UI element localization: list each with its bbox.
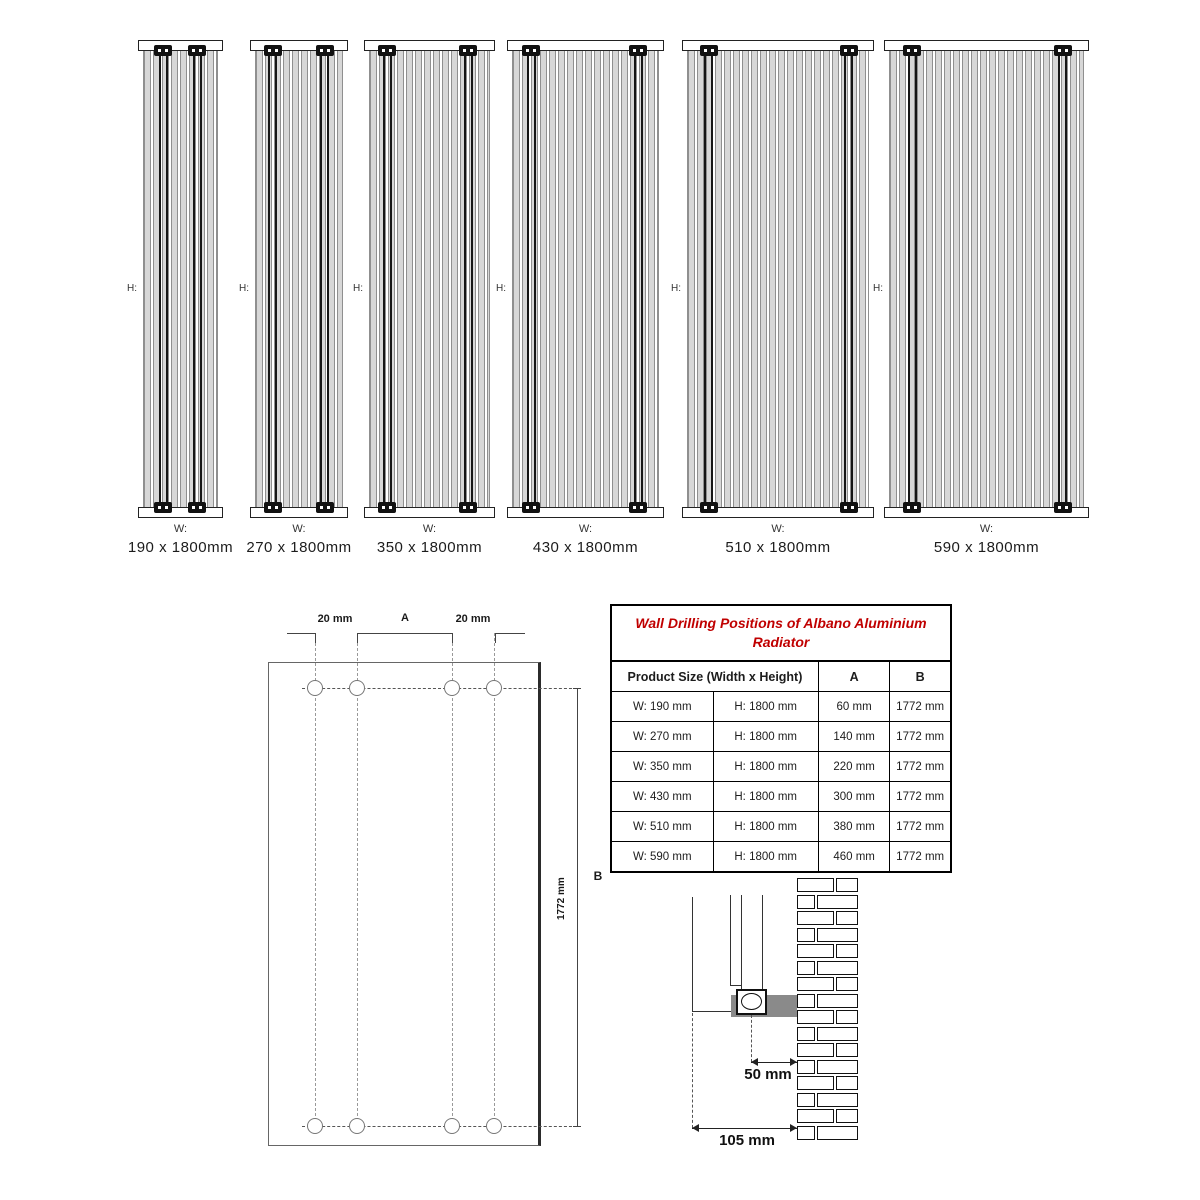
dim-line	[495, 633, 525, 634]
cell-width: W: 430 mm	[611, 782, 713, 812]
radiator-back-line	[692, 897, 693, 1012]
dim-b-label: B	[593, 869, 603, 883]
brick	[797, 911, 834, 925]
cell-height: H: 1800 mm	[713, 752, 818, 782]
cell-b: 1772 mm	[890, 782, 951, 812]
brick-row	[797, 994, 858, 1008]
brick-row	[797, 1076, 858, 1090]
dim-tick	[357, 633, 358, 643]
brick-row	[797, 977, 858, 991]
col-header-a: A	[818, 661, 889, 692]
brick-row	[797, 1027, 858, 1041]
brick	[797, 994, 815, 1008]
bracket-centerline	[751, 1015, 752, 1062]
brick	[836, 1076, 858, 1090]
brick	[836, 878, 858, 892]
dim-tick	[495, 633, 496, 643]
wall-bracket-top	[700, 45, 718, 56]
radiator-figure	[671, 40, 869, 556]
fin-profile-line	[741, 895, 742, 990]
bracket-hole	[741, 993, 762, 1010]
table-row	[611, 752, 951, 782]
radiator-size-caption: 270 x 1800mm	[246, 539, 352, 556]
cell-height: H: 1800 mm	[713, 782, 818, 812]
dim-tick	[573, 688, 581, 689]
brick	[817, 1093, 857, 1107]
cell-b: 1772 mm	[890, 692, 951, 722]
wall-bracket-top	[840, 45, 858, 56]
radiator-size-caption: 510 x 1800mm	[725, 539, 831, 556]
brick	[797, 944, 834, 958]
radiator-size-caption: 350 x 1800mm	[376, 539, 483, 556]
brick	[817, 1060, 857, 1074]
wall-bracket-bottom	[154, 502, 172, 513]
wall-bracket-bottom	[459, 502, 477, 513]
dim-tick	[573, 1126, 581, 1127]
dim-105mm: 105 mm	[719, 1132, 775, 1149]
radiator-centerline	[692, 1013, 693, 1128]
wall-bracket-bottom	[188, 502, 206, 513]
brick	[797, 1109, 834, 1123]
radiator-size-caption: 430 x 1800mm	[532, 539, 639, 556]
wall-bracket-top	[316, 45, 334, 56]
drill-axis-line	[494, 633, 495, 1131]
cell-b: 1772 mm	[890, 842, 951, 873]
radiator-top-bar	[138, 40, 223, 51]
radiator-pipe	[383, 51, 392, 507]
radiator-pipe	[320, 51, 329, 507]
radiator-bottom-line	[692, 1011, 731, 1012]
brick-row	[797, 1043, 858, 1057]
brick-row	[797, 878, 858, 892]
dim-arrow	[751, 1058, 758, 1066]
wall-bracket-top	[459, 45, 477, 56]
brick	[817, 961, 857, 975]
wall-bracket-bottom	[316, 502, 334, 513]
brick	[797, 1010, 834, 1024]
height-label: H:	[671, 283, 681, 294]
brick-row	[797, 1010, 858, 1024]
cell-b: 1772 mm	[890, 752, 951, 782]
dim-line	[357, 633, 452, 634]
brick	[797, 878, 834, 892]
cell-b: 1772 mm	[890, 812, 951, 842]
wall-bracket-top	[188, 45, 206, 56]
radiator-size-caption: 190 x 1800mm	[127, 539, 234, 556]
wall-bracket-bottom	[629, 502, 647, 513]
cell-a: 140 mm	[818, 722, 889, 752]
dim-20mm-right: 20 mm	[455, 613, 491, 625]
radiator-outline	[268, 662, 541, 1146]
table-title: Wall Drilling Positions of Albano Aluminium Radiator	[611, 605, 951, 661]
dim-line	[287, 633, 315, 634]
width-label: W:	[578, 523, 593, 535]
brick	[817, 1126, 857, 1140]
cell-height: H: 1800 mm	[713, 722, 818, 752]
radiator-figure	[873, 40, 1084, 556]
col-header-product-size: Product Size (Width x Height)	[611, 661, 818, 692]
brick	[836, 1043, 858, 1057]
radiator-figure	[239, 40, 352, 556]
height-label: H:	[239, 283, 249, 294]
brick	[836, 1109, 858, 1123]
brick-row	[797, 1093, 858, 1107]
width-label: W:	[173, 523, 188, 535]
dim-a: A	[401, 612, 409, 624]
brick	[797, 1027, 815, 1041]
drill-axis-line	[357, 633, 358, 1131]
brick	[797, 1076, 834, 1090]
radiator-fins	[143, 51, 218, 507]
hole-center-line	[302, 1126, 577, 1127]
radiator-pipe	[193, 51, 202, 507]
radiator-figure	[496, 40, 659, 556]
brick-row	[797, 1060, 858, 1074]
drill-axis-line	[315, 633, 316, 1131]
brick-row	[797, 928, 858, 942]
radiator-pipe	[159, 51, 168, 507]
brick	[817, 895, 857, 909]
drill-hole	[444, 1118, 460, 1134]
brick	[797, 961, 815, 975]
cell-a: 300 mm	[818, 782, 889, 812]
cell-width: W: 190 mm	[611, 692, 713, 722]
cell-height: H: 1800 mm	[713, 692, 818, 722]
brick	[817, 928, 857, 942]
brick-row	[797, 944, 858, 958]
width-label: W:	[771, 523, 785, 535]
brick	[817, 1027, 857, 1041]
cell-height: H: 1800 mm	[713, 812, 818, 842]
brick-row	[797, 911, 858, 925]
brick	[797, 1126, 815, 1140]
wall-bracket-bottom	[264, 502, 282, 513]
radiator-pipe	[268, 51, 277, 507]
drill-hole	[486, 680, 502, 696]
cell-width: W: 350 mm	[611, 752, 713, 782]
brick	[836, 1010, 858, 1024]
table-row	[611, 692, 951, 722]
radiator-pipe	[704, 51, 713, 507]
fin-profile-line	[730, 895, 731, 986]
wall-bracket-bottom	[1054, 502, 1072, 513]
height-label: H:	[496, 283, 506, 294]
width-label: W:	[292, 523, 306, 535]
wall-bracket-bottom	[378, 502, 396, 513]
brick	[797, 895, 815, 909]
radiator-fins	[889, 51, 1084, 507]
table-row	[611, 812, 951, 842]
dim-50mm: 50 mm	[744, 1066, 792, 1083]
radiator-pipe	[634, 51, 643, 507]
drill-axis-line	[452, 633, 453, 1131]
cell-a: 220 mm	[818, 752, 889, 782]
col-header-b: B	[890, 661, 951, 692]
drill-hole	[307, 1118, 323, 1134]
drill-hole	[349, 680, 365, 696]
brick	[797, 1060, 815, 1074]
brick-row	[797, 1126, 858, 1140]
height-label: H:	[127, 283, 137, 294]
brick	[797, 1093, 815, 1107]
dim-tick	[452, 633, 453, 643]
wall-drilling-table	[610, 604, 952, 873]
brick	[836, 944, 858, 958]
radiator-pipe	[527, 51, 536, 507]
wall-bracket-top	[154, 45, 172, 56]
drill-hole	[486, 1118, 502, 1134]
cell-a: 460 mm	[818, 842, 889, 873]
brick	[817, 994, 857, 1008]
cell-width: W: 270 mm	[611, 722, 713, 752]
table-row	[611, 722, 951, 752]
cell-width: W: 590 mm	[611, 842, 713, 873]
table-row	[611, 842, 951, 873]
brick-row	[797, 895, 858, 909]
radiator-pipe	[844, 51, 853, 507]
wall-bracket-bottom	[522, 502, 540, 513]
dim-20mm-left: 20 mm	[317, 613, 353, 625]
radiator-pipe	[464, 51, 473, 507]
radiator-size-caption: 590 x 1800mm	[933, 539, 1040, 556]
brick	[797, 928, 815, 942]
brick-wall	[797, 878, 858, 1142]
brick-row	[797, 961, 858, 975]
wall-bracket-bottom	[700, 502, 718, 513]
drill-hole	[307, 680, 323, 696]
height-label: H:	[873, 283, 883, 294]
brick	[797, 977, 834, 991]
radiator-pipe	[908, 51, 917, 507]
radiator-figure	[127, 40, 234, 556]
cell-width: W: 510 mm	[611, 812, 713, 842]
cell-height: H: 1800 mm	[713, 842, 818, 873]
cell-a: 60 mm	[818, 692, 889, 722]
wall-bracket-top	[629, 45, 647, 56]
width-label: W:	[422, 523, 437, 535]
wall-bracket-top	[1054, 45, 1072, 56]
brick	[836, 911, 858, 925]
dim-line-105	[692, 1128, 797, 1129]
width-label: W:	[979, 523, 994, 535]
dim-arrow	[790, 1058, 797, 1066]
wall-bracket-top	[264, 45, 282, 56]
radiator-fins	[687, 51, 869, 507]
cell-a: 380 mm	[818, 812, 889, 842]
radiator-pipe	[1058, 51, 1067, 507]
table-row	[611, 782, 951, 812]
radiator-figure	[353, 40, 490, 556]
brick	[836, 977, 858, 991]
cell-b: 1772 mm	[890, 722, 951, 752]
wall-bracket-top	[903, 45, 921, 56]
hole-center-line	[302, 688, 577, 689]
brick	[797, 1043, 834, 1057]
fin-profile-line	[762, 895, 763, 990]
dim-arrow	[790, 1124, 797, 1132]
radiator-bottom-bar	[138, 507, 223, 518]
drill-hole	[349, 1118, 365, 1134]
height-label: H:	[353, 283, 363, 294]
dim-1772mm: 1772 mm	[556, 877, 567, 920]
wall-bracket-bottom	[840, 502, 858, 513]
brick-row	[797, 1109, 858, 1123]
dim-arrow	[692, 1124, 699, 1132]
drill-hole	[444, 680, 460, 696]
wall-bracket-top	[522, 45, 540, 56]
dim-line-b	[577, 688, 578, 1126]
wall-bracket-top	[378, 45, 396, 56]
dim-tick	[315, 633, 316, 643]
wall-bracket-bottom	[903, 502, 921, 513]
